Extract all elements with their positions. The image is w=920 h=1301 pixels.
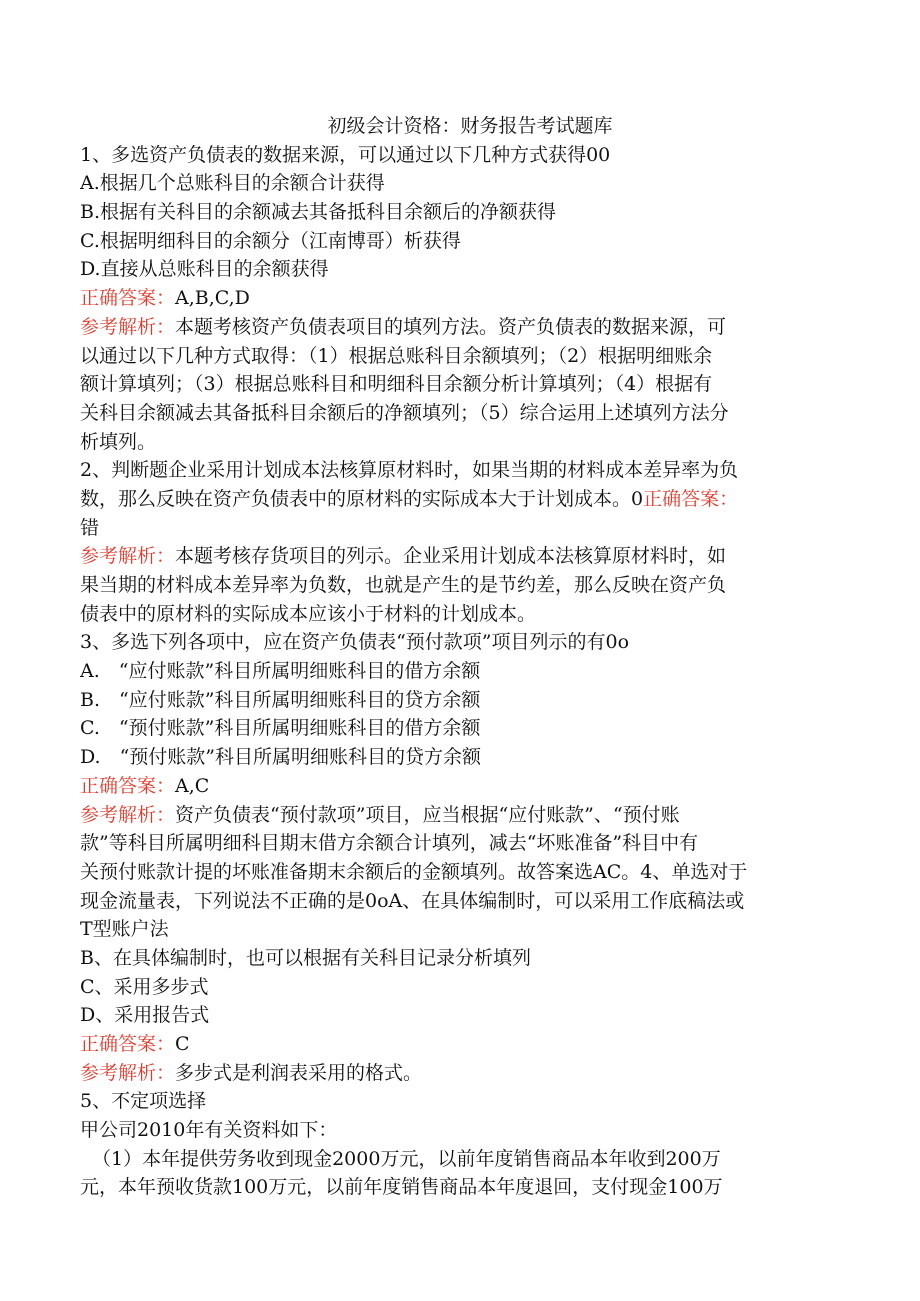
document-body	[80, 141, 840, 1202]
text-line	[80, 1145, 840, 1174]
text-line	[80, 342, 840, 371]
text-line	[80, 829, 840, 858]
text-line	[80, 628, 840, 657]
text-line	[80, 887, 840, 916]
line-text: （1）本年提供劳务收到现金2000万元，以前年度销售商品本年收到200万	[92, 1147, 721, 1170]
text-line	[80, 571, 840, 600]
answer-label: 参考解析：	[80, 315, 176, 338]
line-text: B. “应付账款”科目所属明细账科目的贷方余额	[80, 688, 481, 711]
line-text: 款”等科目所属明细科目期末借方余额合计填列，减去“坏账准备”科目中有	[80, 832, 699, 855]
line-text: 果当期的材料成本差异率为负数，也就是产生的是节约差，那么反映在资产负	[80, 574, 727, 596]
line-text: C.根据明细科目的余额分（江南博哥）析获得	[80, 229, 461, 252]
line-text: D. “预付账款”科目所属明细账科目的贷方余额	[80, 746, 482, 769]
answer-label: 正确答案：	[80, 774, 176, 797]
line-text: 多步式是利润表采用的格式。	[175, 1061, 423, 1084]
line-text: D.直接从总账科目的余额获得	[80, 258, 329, 281]
answer-label: 正确答案：	[80, 287, 176, 310]
text-line	[80, 313, 840, 342]
line-text: C	[175, 1033, 190, 1055]
text-line	[80, 542, 840, 571]
text-line	[80, 456, 840, 485]
text-line	[80, 485, 840, 514]
text-line	[80, 801, 840, 830]
text-line	[80, 772, 840, 801]
text-line	[80, 169, 840, 198]
line-text: 本题考核资产负债表项目的填列方法。资产负债表的数据来源，可	[175, 315, 727, 338]
text-line	[80, 743, 840, 772]
line-text: 甲公司2010年有关资料如下：	[80, 1119, 338, 1142]
text-line	[80, 858, 840, 887]
text-line	[80, 227, 840, 256]
text-line	[80, 1059, 840, 1088]
line-text: B.根据有关科目的余额减去其备抵科目余额后的净额获得	[80, 201, 557, 224]
line-text: 现金流量表，下列说法不正确的是0oA、在具体编制时，可以采用工作底稿法或	[80, 889, 745, 912]
text-line	[80, 428, 840, 457]
answer-label: 正确答案：	[643, 487, 739, 510]
text-line	[80, 944, 840, 973]
text-line	[80, 1030, 840, 1059]
line-text: B、在具体编制时，也可以根据有关科目记录分析填列	[80, 946, 531, 969]
text-line	[80, 399, 840, 428]
line-text: 5、不定项选择	[80, 1090, 207, 1113]
line-text: 3、多选下列各项中，应在资产负债表“预付款项”项目列示的有0o	[80, 631, 630, 654]
text-line	[80, 657, 840, 686]
document-page	[80, 112, 840, 1202]
answer-label: 参考解析：	[80, 803, 176, 826]
text-line	[80, 255, 840, 284]
line-text: 关预付账款计提的坏账准备期末余额后的金额填列。故答案选AC。4、单选对于	[80, 860, 748, 883]
text-line	[80, 198, 840, 227]
text-line	[80, 1116, 840, 1145]
text-line	[80, 284, 840, 313]
line-text: 错	[80, 516, 100, 539]
line-text: 关科目余额减去其备抵科目余额后的净额填列；（5）综合运用上述填列方法分	[80, 401, 729, 424]
document-title: 初级会计资格：财务报告考试题库	[327, 115, 613, 137]
text-line	[80, 141, 840, 170]
line-text: A,C	[175, 774, 210, 797]
line-text: D、采用报告式	[80, 1004, 210, 1027]
line-text: 数，那么反映在资产负债表中的原材料的实际成本大于计划成本。0	[80, 487, 644, 510]
line-text: 资产负债表“预付款项”项目，应当根据“应付账款”、“预付账	[175, 803, 680, 826]
line-text: 债表中的原材料的实际成本应该小于材料的计划成本。	[80, 602, 537, 625]
line-text: 2、判断题企业采用计划成本法核算原材料时，如果当期的材料成本差异率为负	[80, 459, 739, 482]
text-line	[80, 1001, 840, 1030]
line-text: 1、多选资产负债表的数据来源，可以通过以下几种方式获得00	[80, 143, 611, 166]
line-text: A.根据几个总账科目的余额合计获得	[80, 172, 385, 195]
line-text: 以通过以下几种方式取得：（1）根据总账科目余额填列；（2）根据明细账余	[80, 344, 713, 367]
text-line	[80, 1173, 840, 1202]
text-line	[80, 973, 840, 1002]
line-text: C、采用多步式	[80, 975, 209, 998]
answer-label: 参考解析：	[80, 1061, 176, 1084]
line-text: 本题考核存货项目的列示。企业采用计划成本法核算原材料时，如	[175, 545, 727, 568]
line-text: 元，本年预收货款100万元，以前年度销售商品本年度退回，支付现金100万	[80, 1176, 723, 1199]
text-line	[80, 600, 840, 629]
text-line	[80, 686, 840, 715]
text-line	[80, 1087, 840, 1116]
line-text: A,B,C,D	[175, 287, 250, 310]
line-text: T型账户法	[80, 918, 169, 941]
line-text: 析填列。	[80, 430, 157, 453]
line-text: C. “预付账款”科目所属明细账科目的借方余额	[80, 717, 481, 740]
text-line	[80, 514, 840, 543]
text-line	[80, 714, 840, 743]
text-line	[80, 915, 840, 944]
text-line	[80, 370, 840, 399]
answer-label: 参考解析：	[80, 545, 176, 568]
line-text: A. “应付账款”科目所属明细账科目的借方余额	[80, 660, 481, 683]
line-text: 额计算填列；（3）根据总账科目和明细科目余额分析计算填列；（4）根据有	[80, 373, 713, 396]
answer-label: 正确答案：	[80, 1033, 176, 1055]
